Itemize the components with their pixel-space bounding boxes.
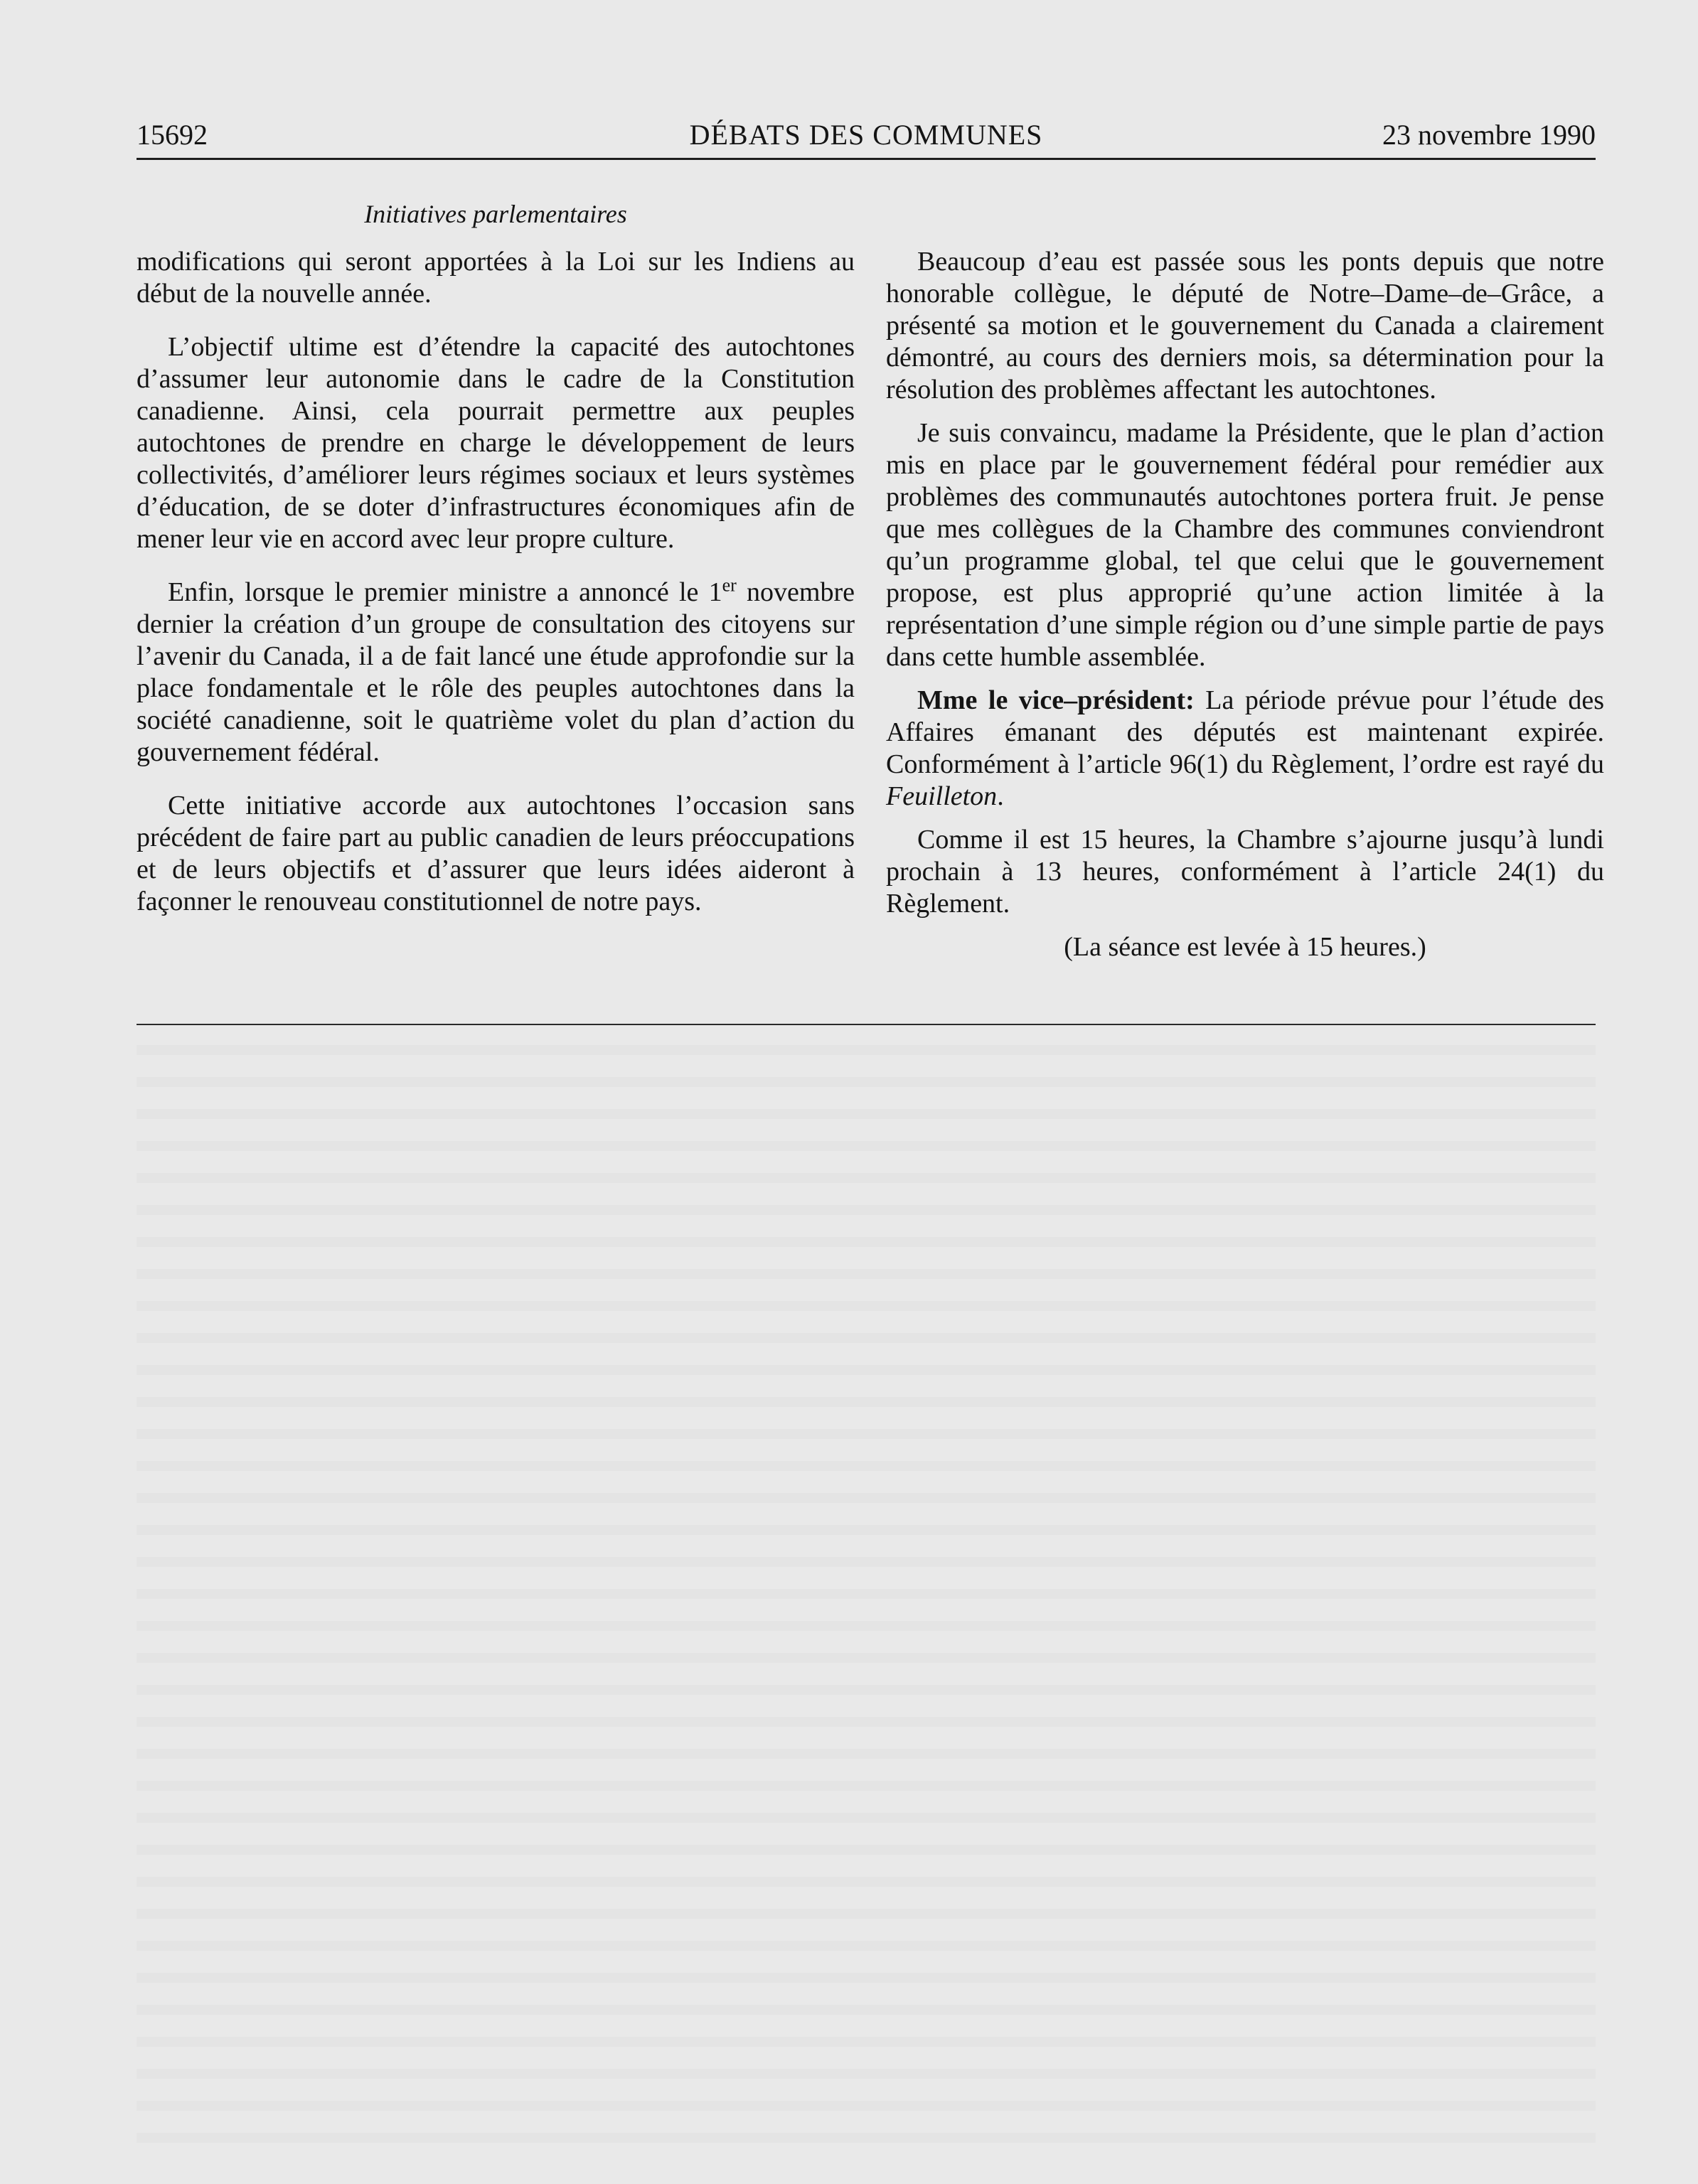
feuilleton-title: Feuilleton xyxy=(886,781,998,811)
right-paragraph-4: Comme il est 15 heures, la Chambre s’ajourne jusqu’à lundi prochain à 13 heures, conformément à l’article 24(1) du Règlement. xyxy=(886,825,1604,919)
page-number: 15692 xyxy=(137,119,208,151)
issue-date: 23 novembre 1990 xyxy=(1382,119,1596,151)
right-paragraph-2: Je suis convaincu, madame la Présidente, que le plan d’action mis en place par le gouvernement fédéral pour remédier aux problèmes des communautés autochtones portera fruit. Je pense que mes collègues de la Chambre des communes conviendront qu’un programme global, tel que celui que le gouvernement propose, est plus approprié qu’une action limitée à la représentation d’une simple région ou d’une simple partie de pays dans cette humble assemblée. xyxy=(886,418,1604,672)
adjournment-note: (La séance est levée à 15 heures.) xyxy=(1064,932,1426,962)
statement-end: . xyxy=(997,781,1004,811)
running-header xyxy=(137,115,1596,155)
end-of-text-rule xyxy=(137,1024,1596,1025)
speaker-statement: La période prévue pour l’étude des Affaires émanant des députés est maintenant expirée. Conformément à l’article 96(1) du Règlement, l’ordre est rayé du xyxy=(886,685,1604,779)
header-rule xyxy=(137,158,1596,160)
left-paragraph-4: Cette initiative accorde aux autochtones l’occasion sans précédent de faire part au public canadien de leurs préoccupations et de leurs objectifs et d’assurer que leurs idées aideront à façonner le renouveau constitutionnel de notre pays. xyxy=(137,791,855,916)
right-column xyxy=(886,246,1604,975)
left-paragraph-3 xyxy=(137,574,855,769)
section-title: Initiatives parlementaires xyxy=(364,200,627,228)
left-column xyxy=(137,246,855,939)
left-paragraph-1: modifications qui seront apportées à la Loi sur les Indiens au début de la nouvelle année. xyxy=(137,247,855,309)
journal-title: DÉBATS DES COMMUNES xyxy=(689,119,1043,151)
speaker-name: Mme le vice–président: xyxy=(917,685,1195,715)
paper-show-through xyxy=(137,1045,1596,2154)
left-paragraph-3-start: Enfin, lorsque le premier ministre a annoncé le 1 xyxy=(168,577,722,607)
right-paragraph-3 xyxy=(886,685,1604,813)
right-paragraph-1: Beaucoup d’eau est passée sous les ponts depuis que notre honorable collègue, le député de Notre–Dame–de–Grâce, a présenté sa motion et le gouvernement du Canada a clairement démontré, au cours des derniers mois, sa détermination pour la résolution des problèmes affectant les autochtones. xyxy=(886,247,1604,405)
left-paragraph-2: L’objectif ultime est d’étendre la capacité des autochtones d’assumer leur autonomie dans le cadre de la Constitution canadienne. Ainsi, cela pourrait permettre aux peuples autochtones de prendre en charge le développement de leurs collectivités, d’améliorer leurs régimes sociaux et leurs systèmes d’éducation, de se doter d’infrastructures économiques afin de mener leur vie en accord avec leur propre culture. xyxy=(137,332,855,554)
ordinal-superscript: er xyxy=(722,574,737,596)
left-paragraph-3-end: novembre dernier la création d’un groupe de consultation des citoyens sur l’avenir du Canada, il a de fait lancé une étude approfondie sur la place fondamentale et le rôle des peuples autochtones dans la société canadienne, soit le quatrième volet du plan d’action du gouvernement fédéral. xyxy=(137,577,855,767)
